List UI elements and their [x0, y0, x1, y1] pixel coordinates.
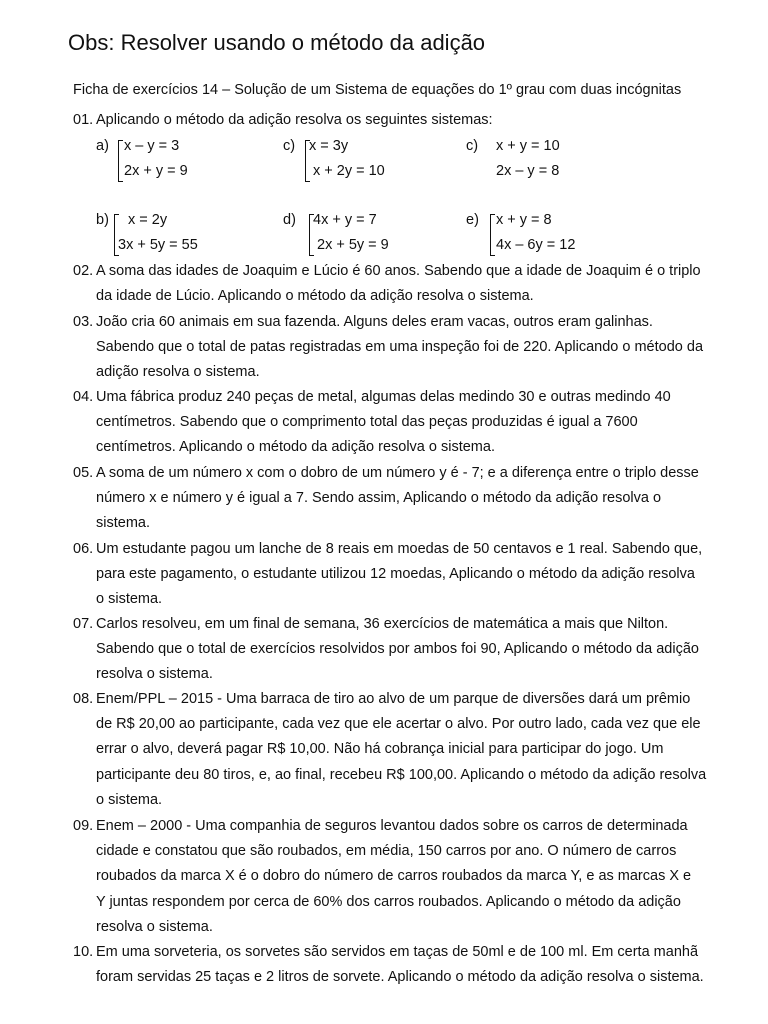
equation: x + 2y = 10	[313, 163, 385, 179]
question-text	[96, 385, 740, 461]
text-line: resolva o sistema.	[96, 666, 213, 683]
question-text	[96, 310, 740, 386]
question-number: 03.	[73, 314, 94, 330]
text-line: de R$ 20,00 ao participante, cada vez que ele acertar o alvo. Por outro lado, cada vez que ele	[96, 716, 701, 733]
equation: x – y = 3	[124, 138, 180, 154]
equation: 2x + y = 9	[124, 163, 188, 179]
text-line: o sistema.	[96, 791, 163, 808]
question-text	[96, 461, 740, 537]
question-text	[96, 537, 740, 613]
question-number: 06.	[73, 541, 94, 557]
text-line: Um estudante pagou um lanche de 8 reais em moedas de 50 centavos e 1 real. Sabendo que,	[96, 541, 703, 557]
text-line: adição resolva o sistema.	[96, 364, 260, 381]
text-line: centímetros. Sabendo que o comprimento total das peças produzidas é igual a 7600	[96, 414, 638, 431]
text-line: foram servidas 25 taças e 2 litros de sorvete. Aplicando o método da adição resolva o sistema.	[96, 969, 704, 986]
text-line: sistema.	[96, 515, 150, 532]
text-line: centímetros. Aplicando o método da adição resolva o sistema.	[96, 439, 495, 456]
brace-icon	[118, 140, 123, 182]
text-line: Em uma sorveteria, os sorvetes são servidos em taças de 50ml e de 100 ml. Em certa manhã	[96, 944, 699, 960]
text-line: Enem – 2000 - Uma companhia de seguros levantou dados sobre os carros de determinada	[96, 818, 688, 834]
text-line: Enem/PPL – 2015 - Uma barraca de tiro ao alvo de um parque de diversões dará um prêmio	[96, 691, 691, 707]
text-line: o sistema.	[96, 591, 163, 608]
text-line: Y juntas respondem por cerca de 60% dos carros roubados. Aplicando o método da adição	[96, 893, 681, 910]
text-line: João cria 60 animais em sua fazenda. Alguns deles eram vacas, outros eram galinhas.	[96, 314, 653, 330]
equation: 3x + 5y = 55	[118, 237, 198, 253]
question-number: 09.	[73, 818, 94, 834]
question-number: 05.	[73, 465, 94, 481]
system-label: a)	[96, 138, 109, 154]
equation: 2x + 5y = 9	[317, 237, 389, 253]
question-number: 04.	[73, 389, 94, 405]
question-text	[96, 687, 740, 813]
question-number: 07.	[73, 616, 94, 632]
text-line: A soma das idades de Joaquim e Lúcio é 60 anos. Sabendo que a idade de Joaquim é o triplo	[96, 263, 701, 279]
system-label: c)	[283, 138, 296, 154]
text-line: número x e número y é igual a 7. Sendo assim, Aplicando o método da adição resolva o	[96, 490, 662, 507]
text-line: Sabendo que o total de patas registradas em uma inspeção foi de 220. Aplicando o método da	[96, 339, 704, 356]
system-label: d)	[283, 212, 296, 228]
question-number: 08.	[73, 691, 94, 707]
text-line: roubados da marca X é o dobro do número de carros roubados da marca Y, e as marcas X e	[96, 868, 692, 885]
equation: x + y = 8	[496, 212, 552, 228]
brace-icon	[490, 214, 495, 256]
question-number: 01.	[73, 112, 94, 128]
question-text	[96, 940, 740, 990]
system-label: b)	[96, 212, 109, 228]
question-text: Aplicando o método da adição resolva os seguintes sistemas:	[96, 112, 493, 128]
question-number: 02.	[73, 263, 94, 279]
equation: x = 3y	[309, 138, 349, 154]
page-title: Obs: Resolver usando o método da adição	[68, 30, 486, 55]
text-line: da idade de Lúcio. Aplicando o método da adição resolva o sistema.	[96, 288, 534, 305]
text-line: resolva o sistema.	[96, 918, 213, 935]
equation: 2x – y = 8	[496, 163, 560, 179]
worksheet-subtitle: Ficha de exercícios 14 – Solução de um Sistema de equações do 1º grau com duas incógnitas	[73, 82, 682, 98]
question-number: 10.	[73, 944, 94, 960]
text-line: Sabendo que o total de exercícios resolvidos por ambos foi 90, Aplicando o método da adição	[96, 641, 699, 658]
question-text	[96, 259, 740, 309]
text-line: Carlos resolveu, em um final de semana, 36 exercícios de matemática a mais que Nilton.	[96, 616, 669, 632]
question-text	[96, 612, 740, 688]
equation: 4x + y = 7	[313, 212, 377, 228]
text-line: Uma fábrica produz 240 peças de metal, algumas delas medindo 30 e outras medindo 40	[96, 389, 671, 405]
text-line: A soma de um número x com o dobro de um número y é - 7; e a diferença entre o triplo desse	[96, 465, 699, 481]
question-text	[96, 814, 740, 940]
system-label: e)	[466, 212, 479, 228]
text-line: cidade e constatou que são roubados, em média, 150 carros por ano. O número de carros	[96, 843, 677, 860]
system-label: c)	[466, 138, 479, 154]
text-line: errar o alvo, deverá pagar R$ 10,00. Não há cobrança inicial para participar do jogo. Um	[96, 741, 664, 758]
text-line: para este pagamento, o estudante utilizou 12 moedas, Aplicando o método da adição resolva	[96, 566, 695, 583]
equation: x + y = 10	[496, 138, 560, 154]
equation: 4x – 6y = 12	[496, 237, 576, 253]
text-line: participante deu 80 tiros, e, ao final, recebeu R$ 100,00. Aplicando o método da adição resolva	[96, 766, 707, 783]
equation: x = 2y	[128, 212, 168, 228]
